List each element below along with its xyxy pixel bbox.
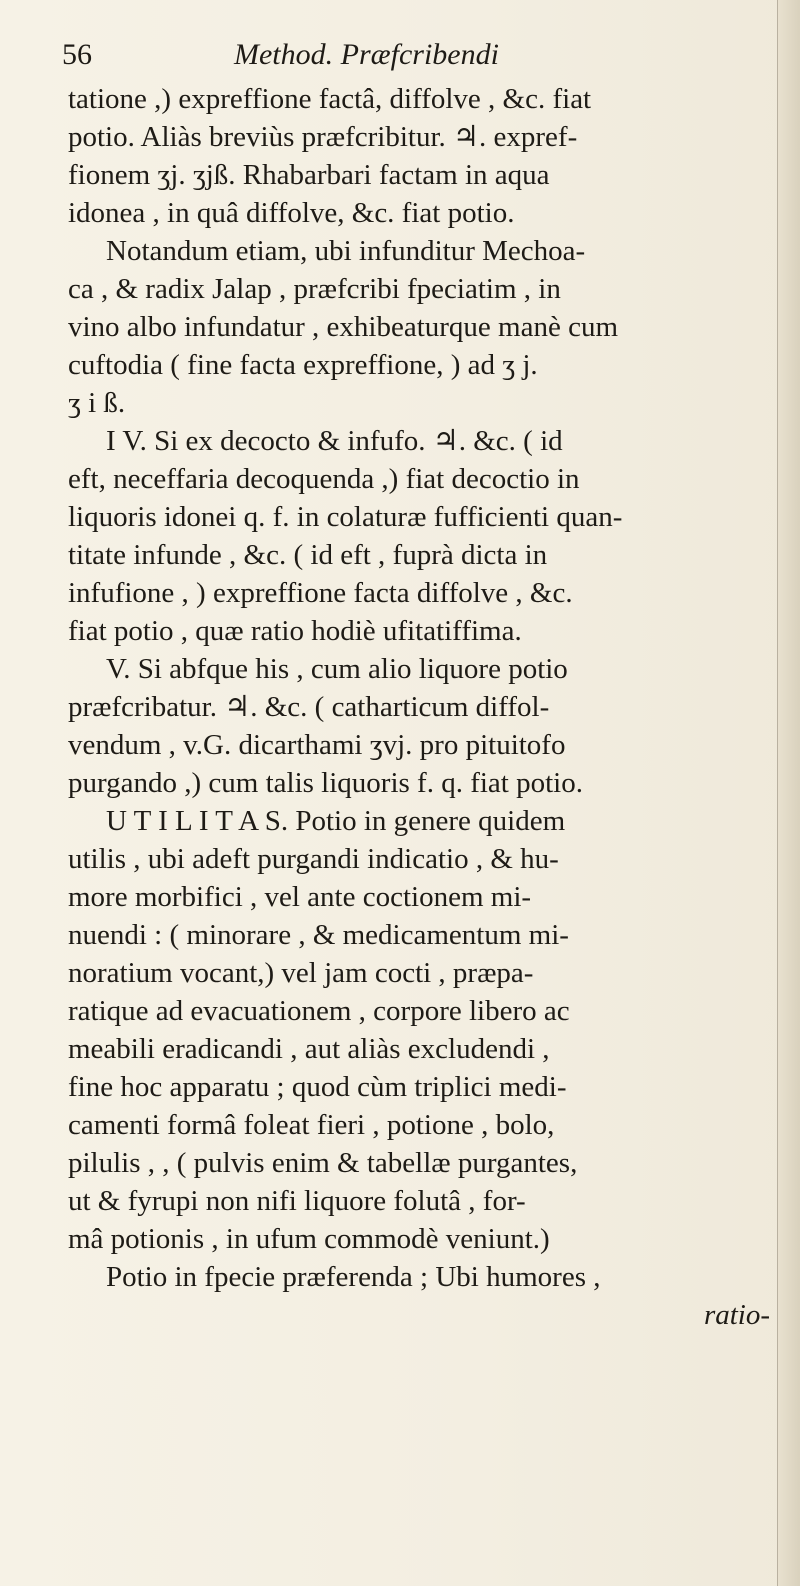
text-line: nuendi : ( minorare , & medicamentum mi-	[68, 919, 569, 951]
text-line: liquoris idonei q. f. in colaturæ fufficienti quan-	[68, 501, 623, 533]
text-line: noratium vocant,) vel jam cocti , præpa-	[68, 957, 534, 989]
text-line: vino albo infundatur , exhibeaturque manè cum	[68, 311, 619, 343]
text-line: titate infunde , &c. ( id eft , fuprà dicta in	[68, 539, 548, 571]
text-line: pilulis , , ( pulvis enim & tabellæ purgantes,	[68, 1147, 578, 1179]
running-head: Method. Præfcribendi	[234, 38, 499, 71]
text-line: infufione , ) expreffione facta diffolve , &c.	[68, 577, 573, 609]
text-line: utilis , ubi adeft purgandi indicatio , & hu-	[68, 843, 559, 875]
text-line: vendum , v.G. dicarthami ʒvj. pro pituitofo	[68, 729, 566, 761]
page-number: 56	[62, 38, 92, 71]
page-header	[62, 38, 762, 78]
text-line: fiat potio , quæ ratio hodiè ufitatiffima.	[68, 615, 522, 647]
catchword: ratio-	[703, 1299, 770, 1331]
text-line: meabili eradicandi , aut aliàs excludendi ,	[68, 1033, 550, 1065]
text-line: mâ potionis , in ufum commodè veniunt.)	[68, 1223, 550, 1255]
text-line: more morbifici , vel ante coctionem mi-	[68, 881, 532, 913]
text-line: V. Si abfque his , cum alio liquore potio	[106, 653, 568, 685]
text-line: Notandum etiam, ubi infunditur Mechoa-	[106, 235, 586, 267]
text-line: eft, neceffaria decoquenda ,) fiat decoctio in	[68, 463, 580, 495]
text-line: Potio in fpecie præferenda ; Ubi humores ,	[106, 1261, 601, 1293]
text-line: ratique ad evacuationem , corpore libero ac	[68, 995, 570, 1027]
text-line: potio. Aliàs breviùs præfcribitur. ♃. expref-	[68, 121, 578, 153]
body-text	[68, 80, 774, 1334]
text-line: cuftodia ( fine facta expreffione, ) ad ʒ j.	[68, 349, 538, 381]
text-line: præfcribatur. ♃. &c. ( catharticum diffol-	[68, 691, 550, 723]
text-line: ut & fyrupi non nifi liquore folutâ , for-	[68, 1185, 526, 1217]
text-line: tatione ,) expreffione factâ, diffolve , &c. fiat	[68, 83, 592, 115]
text-line: I V. Si ex decocto & infufo. ♃. &c. ( id	[106, 425, 563, 457]
text-line: ca , & radix Jalap , præfcribi fpeciatim , in	[68, 273, 561, 305]
text-line: camenti formâ foleat fieri , potione , bolo,	[68, 1109, 555, 1141]
text-line: fionem ʒj. ʒjß. Rhabarbari factam in aqua	[68, 159, 550, 191]
text-line: purgando ,) cum talis liquoris f. q. fiat potio.	[68, 767, 583, 799]
text-line: ʒ i ß.	[68, 387, 126, 419]
text-line: fine hoc apparatu ; quod cùm triplici medi-	[68, 1071, 567, 1103]
text-line: U T I L I T A S. Potio in genere quidem	[106, 805, 566, 837]
text-line: idonea , in quâ diffolve, &c. fiat potio.	[68, 197, 515, 229]
page-gutter	[777, 0, 800, 1586]
